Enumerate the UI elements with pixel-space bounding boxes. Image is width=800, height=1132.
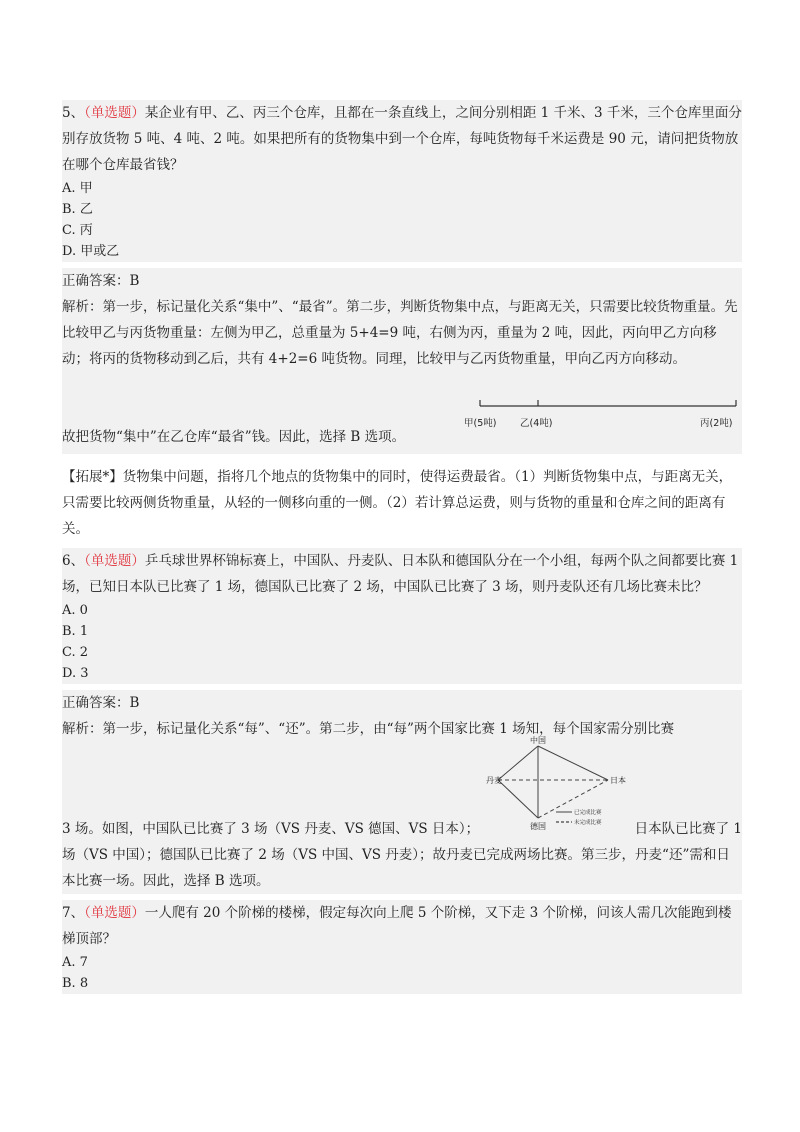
answer-5-block [62, 268, 742, 454]
question-5 [62, 100, 742, 262]
question-number: 5、 [62, 105, 85, 121]
option-a: A. 0 [62, 603, 88, 618]
legend-pending: 未完成比赛 [574, 820, 602, 826]
option-b: B. 乙 [62, 202, 93, 217]
edge-denmark-germany [498, 780, 538, 818]
match-diagram [486, 734, 636, 838]
document-page [62, 100, 742, 994]
extension-note: 【拓展*】货物集中问题，指将几个地点的货物集中的同时，使得运费最省。（1）判断货物集中点，与距离无关，只需要比较两侧货物重量，从轻的一侧移向重的一侧。（2）若计算总运费，则与货物的重量和仓库之间的距离有关。 [62, 469, 733, 537]
legend-completed: 已完成比赛 [574, 810, 602, 816]
analysis-conclusion: 场（VS 中国）；德国队已比赛了 2 场（VS 中国、VS 丹麦）；故丹麦已完成两场比赛。第三步，丹麦“还”需和日本比赛一场。因此，选择 B 选项。 [62, 847, 730, 889]
label-bing: 丙(2吨) [700, 418, 733, 429]
node-japan: 日本 [610, 776, 626, 785]
node-denmark: 丹麦 [486, 776, 502, 785]
analysis-figure-row [62, 736, 742, 842]
node-germany: 德国 [530, 822, 546, 831]
analysis-text: 解析：第一步，标记量化关系“集中”、“最省”。第二步，判断货物集中点，与距离无关，只需要比较货物重量。先比较甲乙与丙货物重量：左侧为甲乙，总重量为 5+4=9 吨，右侧为丙，重量为 2 吨，因此，丙向甲乙方向移动；将丙的货物移动到乙后，共有 4+2=6 吨货物。同理，比较甲与乙丙货物重量，甲向乙丙方向移动。 [62, 299, 738, 367]
edge-china-denmark [498, 746, 538, 780]
option-c: C. 丙 [62, 223, 93, 238]
warehouse-diagram [464, 376, 742, 454]
analysis-text: 解析：第一步，标记量化关系“每”、“还”。第二步，由“每”两个国家比赛 1 场知，每个国家需分别比赛 [62, 721, 675, 737]
question-number: 6、 [62, 553, 85, 569]
question-text: 乒乓球世界杯锦标赛上，中国队、丹麦队、日本队和德国队分在一个小组，每两个队之间都要比赛 1 场，已知日本队已比赛了 1 场，德国队已比赛了 2 场，中国队已比赛了 3 场，则丹麦队还有几场比赛未比？ [62, 553, 739, 595]
option-c: C. 2 [62, 645, 89, 660]
correct-answer: 正确答案：B [62, 695, 140, 711]
analysis-line-left: 3 场。如图，中国队已比赛了 3 场（VS 丹麦、VS 德国、VS 日本）； [62, 821, 480, 837]
option-d: D. 3 [62, 666, 89, 681]
option-b: B. 8 [62, 976, 89, 991]
question-7-stem [62, 900, 742, 952]
option-b: B. 1 [62, 624, 89, 639]
correct-answer: 正确答案：B [62, 273, 140, 289]
question-number: 7、 [62, 905, 85, 921]
question-type-tag: （单选题） [84, 905, 145, 921]
analysis-line-right: 日本队已比赛了 1 [634, 821, 742, 837]
option-a: A. 7 [62, 955, 88, 970]
question-5-stem [62, 100, 742, 178]
answer-6-block [62, 690, 742, 894]
edge-china-japan [538, 746, 608, 780]
analysis-conclusion: 故把货物“集中”在乙仓库“最省”钱。因此，选择 B 选项。 [62, 429, 406, 445]
question-text: 某企业有甲、乙、丙三个仓库，且都在一条直线上，之间分别相距 1 千米、3 千米，三个仓库里面分别存放货物 5 吨、4 吨、2 吨。如果把所有的货物集中到一个仓库，每吨货物每千米运费是 90 元，请问把货物放在哪个仓库最省钱？ [62, 105, 742, 173]
node-china: 中国 [530, 736, 546, 745]
question-7 [62, 900, 742, 994]
option-a: A. 甲 [62, 181, 93, 196]
label-yi: 乙(4吨) [520, 418, 553, 429]
question-6 [62, 548, 742, 684]
question-6-stem [62, 548, 742, 600]
question-type-tag: （单选题） [84, 553, 145, 569]
question-type-tag: （单选题） [84, 105, 145, 121]
question-text: 一人爬有 20 个阶梯的楼梯，假定每次向上爬 5 个阶梯，又下走 3 个阶梯，问该人需几次能跑到楼梯顶部？ [62, 905, 732, 947]
label-jia: 甲(5吨) [464, 418, 497, 429]
option-d: D. 甲或乙 [62, 244, 120, 259]
